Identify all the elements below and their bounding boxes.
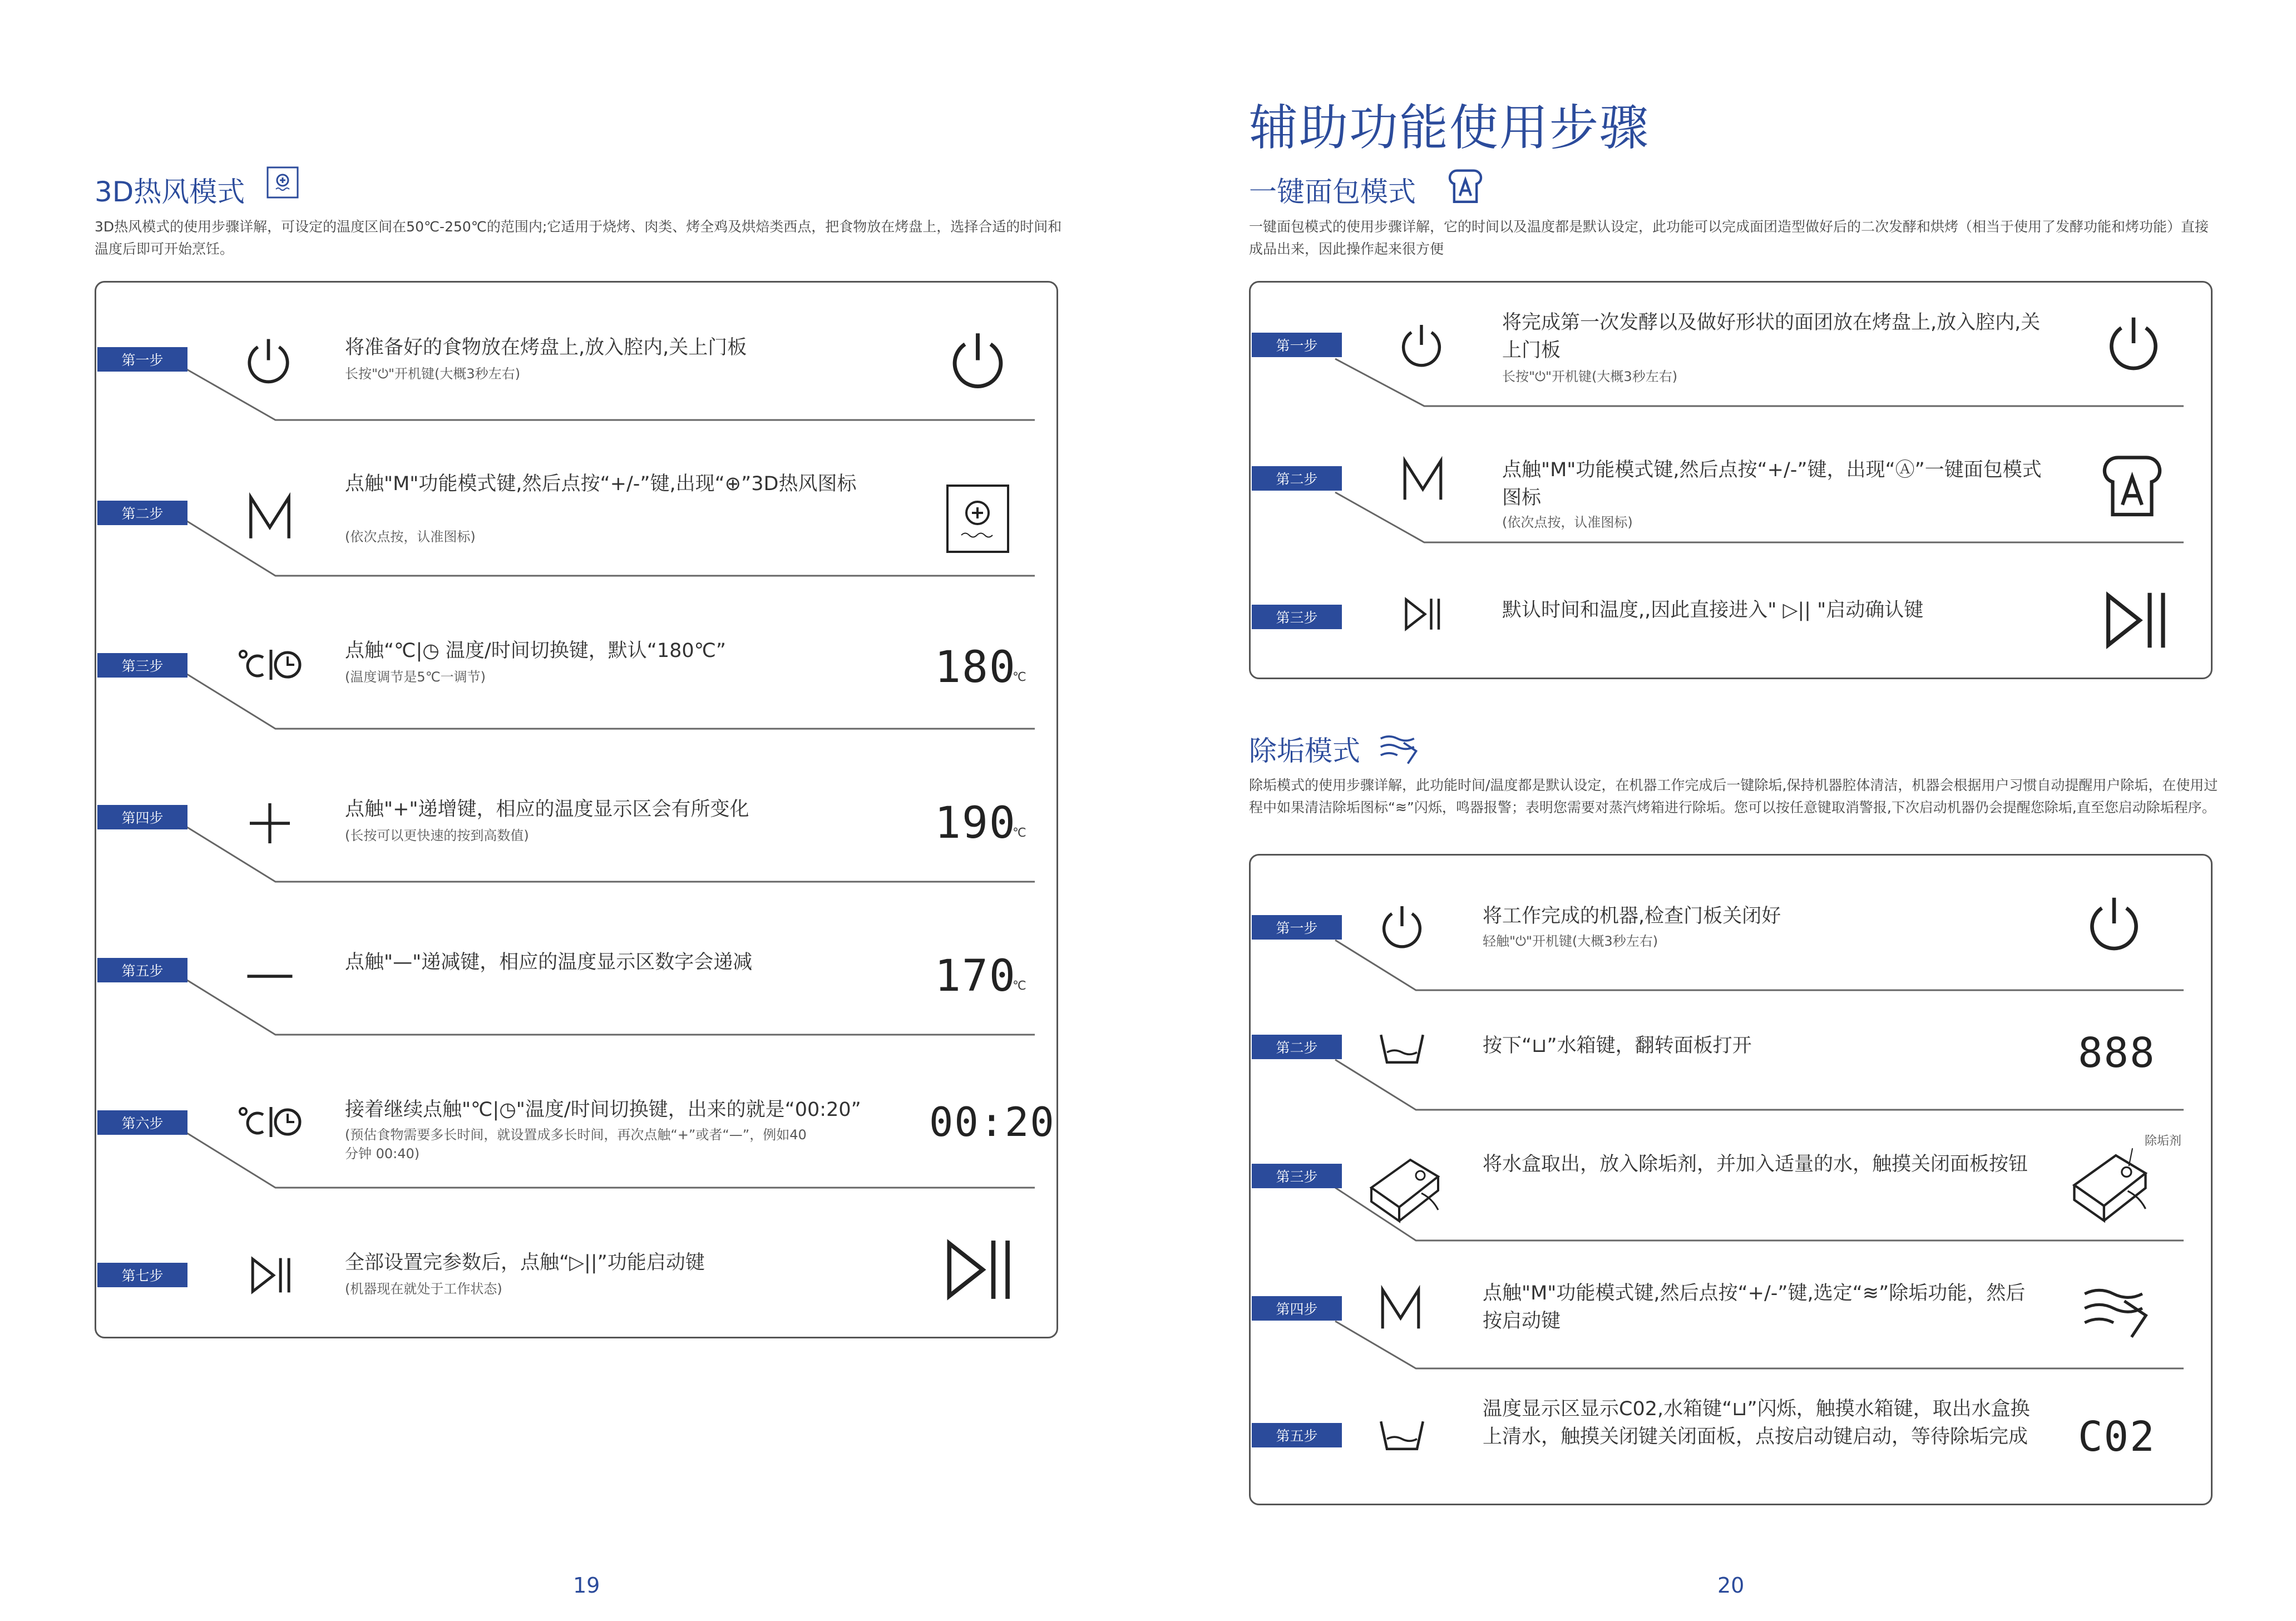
temperature-display: 170 bbox=[935, 951, 1016, 1001]
step-tag: 第五步 bbox=[97, 958, 187, 982]
step-sub-text: (温度调节是5℃一调节) bbox=[345, 669, 486, 685]
step-main-text: 温度显示区显示C02,水箱键“⊔”闪烁，触摸水箱键，取出水盒换上清水，触摸关闭键关闭面板，点按启动键启动，等待除垢完成 bbox=[1483, 1398, 2030, 1448]
temp-time-toggle-icon bbox=[236, 645, 303, 686]
step-tag: 第三步 bbox=[1252, 605, 1342, 629]
step-tag: 第二步 bbox=[1252, 466, 1342, 491]
step-tag: 第二步 bbox=[97, 501, 187, 525]
start-pause-icon bbox=[1402, 595, 1444, 635]
step-main-text: 点触"+"递增键，相应的温度显示区会有所变化 bbox=[345, 798, 749, 821]
power-icon bbox=[1377, 901, 1427, 953]
water-tank-icon bbox=[1377, 1032, 1427, 1068]
step-main-text: 点触“℃|◷ 温度/时间切换键，默认“180℃” bbox=[345, 640, 727, 662]
step-main-text: 点触"M"功能模式键,然后点按“+/-”键，出现“Ⓐ”一键面包模式图标 bbox=[1502, 459, 2042, 509]
section-title-bread: 一键面包模式 bbox=[1249, 176, 1416, 208]
step-tag: 第五步 bbox=[1252, 1423, 1342, 1447]
step-sub-text: (预估食物需要多长时间，就设置成多长时间，再次点触“+”或者“—”，例如40分钟 00:40) bbox=[345, 1127, 807, 1162]
time-display: 00:20 bbox=[929, 1099, 1055, 1145]
step-tag: 第一步 bbox=[97, 347, 187, 372]
temperature-display: 180 bbox=[935, 643, 1016, 693]
power-icon bbox=[2083, 893, 2145, 956]
celsius-unit-icon: ℃ bbox=[1013, 670, 1026, 684]
start-pause-icon bbox=[2103, 590, 2170, 653]
step-main-text: 接着继续点触"℃|◷"温度/时间切换键，出来的就是“00:20” bbox=[345, 1099, 861, 1121]
step-tag: 第一步 bbox=[1252, 915, 1342, 940]
power-icon bbox=[1396, 320, 1446, 372]
descale-icon bbox=[2080, 1279, 2155, 1343]
start-pause-icon bbox=[943, 1238, 1015, 1304]
section-desc-bread: 一键面包模式的使用步骤详解，它的时间以及温度都是默认设定，此功能可以完成面团造型做好后的二次发酵和烘烤（相当于使用了发酵功能和烤功能）直接成品出来，因此操作起来很方便 bbox=[1249, 219, 2209, 257]
step-sub-text: (机器现在就处于工作状态) bbox=[345, 1281, 502, 1297]
step-tag: 第七步 bbox=[97, 1263, 187, 1287]
start-pause-icon bbox=[248, 1254, 295, 1298]
power-icon bbox=[946, 328, 1010, 394]
descale-icon bbox=[1379, 730, 1420, 768]
step-main-text: 全部设置完参数后，点触“▷||”功能启动键 bbox=[345, 1252, 705, 1274]
water-tank-icon bbox=[1377, 1419, 1427, 1454]
section-desc-3d: 3D热风模式的使用步骤详解，可设定的温度区间在50℃-250℃的范围内;它适用于烧烤、肉类、烤全鸡及烘焙类西点，把食物放在烤盘上，选择合适的时间和温度后即可开始烹饪。 bbox=[95, 219, 1062, 257]
power-icon bbox=[2103, 313, 2164, 376]
step-tag: 第三步 bbox=[1252, 1164, 1342, 1188]
section-title-descale: 除垢模式 bbox=[1249, 735, 1360, 767]
mode-m-icon bbox=[245, 492, 295, 545]
descaler-label: 除垢剂 bbox=[2145, 1134, 2182, 1148]
page-header: 辅助功能使用步骤 bbox=[1249, 99, 1650, 156]
step-main-text: 将工作完成的机器,检查门板关闭好 bbox=[1483, 905, 1781, 927]
celsius-unit-icon: ℃ bbox=[1013, 979, 1026, 993]
code-display: C02 bbox=[2078, 1413, 2156, 1461]
step-main-text: 按下“⊔”水箱键，翻转面板打开 bbox=[1483, 1035, 1752, 1057]
step-sub-text: 轻触"⏻"开机键(大概3秒左右) bbox=[1483, 933, 1658, 949]
minus-icon bbox=[245, 951, 295, 1004]
step-sub-text: 长按"⏻"开机键(大概3秒左右) bbox=[345, 366, 521, 382]
water-box-icon bbox=[2061, 1138, 2159, 1229]
step-tag: 第四步 bbox=[1252, 1296, 1342, 1321]
step-tag: 第三步 bbox=[97, 653, 187, 678]
step-tag: 第二步 bbox=[1252, 1035, 1342, 1059]
step-main-text: 点触"M"功能模式键,然后点按“+/-”键,选定“≋”除垢功能，然后按启动键 bbox=[1483, 1282, 2026, 1332]
bread-icon bbox=[2097, 451, 2167, 522]
3d-hot-air-icon bbox=[946, 484, 1010, 556]
celsius-unit-icon: ℃ bbox=[1013, 826, 1026, 840]
mode-m-icon bbox=[1377, 1285, 1424, 1335]
temp-time-toggle-icon bbox=[236, 1103, 303, 1144]
step-main-text: 点触"—"递减键，相应的温度显示区数字会递减 bbox=[345, 951, 753, 973]
step-sub-text: (依次点按，认准图标) bbox=[345, 529, 476, 545]
mode-m-icon bbox=[1399, 456, 1446, 506]
step-tag: 第一步 bbox=[1252, 333, 1342, 357]
step-sub-text: (长按可以更快速的按到高数值) bbox=[345, 828, 529, 843]
section-title-3d: 3D热风模式 bbox=[95, 176, 245, 208]
section-desc-descale: 除垢模式的使用步骤详解，此功能时间/温度都是默认设定，在机器工作完成后一键除垢,保持机器腔体清洁，机器会根据用户习惯自动提醒用户除垢，在使用过程中如果清洁除垢图标“≋”闪烁，鸣器报警；表明您需要对蒸汽烤箱进行除垢。您可以按任意键取消警报,下次启动机器仍会提醒您除垢,直至您启动除垢程序。 bbox=[1249, 777, 2218, 816]
page-number-right: 20 bbox=[1717, 1573, 1745, 1598]
page-number-left: 19 bbox=[573, 1573, 600, 1598]
step-tag: 第四步 bbox=[97, 805, 187, 829]
step-tag: 第六步 bbox=[97, 1110, 187, 1135]
step-main-text: 点触"M"功能模式键,然后点按“+/-”键,出现“⊕”3D热风图标 bbox=[345, 473, 857, 495]
step-main-text: 默认时间和温度,,因此直接进入" ▷|| "启动确认键 bbox=[1502, 599, 1924, 621]
step-main-text: 将完成第一次发酵以及做好形状的面团放在烤盘上,放入腔内,关上门板 bbox=[1502, 312, 2041, 362]
digit-display: 888 bbox=[2078, 1029, 2156, 1077]
power-icon bbox=[242, 334, 295, 389]
step-sub-text: 长按"⏻"开机键(大概3秒左右) bbox=[1502, 369, 1678, 384]
bread-icon bbox=[1445, 166, 1485, 208]
plus-icon bbox=[245, 798, 295, 851]
3d-hot-air-icon bbox=[266, 166, 299, 199]
water-box-icon bbox=[1360, 1143, 1449, 1229]
step-sub-text: (依次点按，认准图标) bbox=[1502, 515, 1633, 530]
step-main-text: 将水盒取出，放入除垢剂，并加入适量的水，触摸关闭面板按钮 bbox=[1483, 1153, 2028, 1175]
temperature-display: 190 bbox=[935, 798, 1016, 848]
step-main-text: 将准备好的食物放在烤盘上,放入腔内,关上门板 bbox=[345, 337, 747, 359]
